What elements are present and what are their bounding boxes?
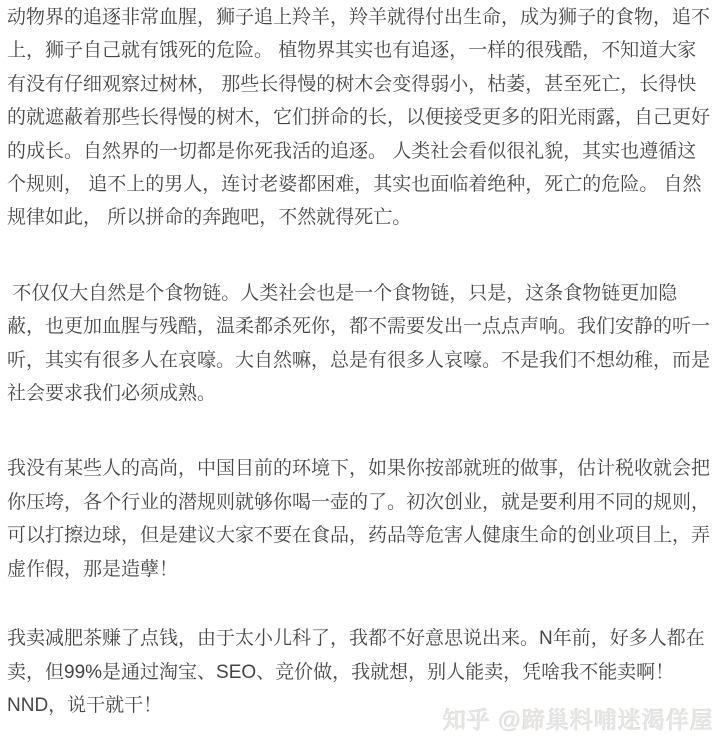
paragraph-food-chain: 不仅仅大自然是个食物链。人类社会也是一个食物链，只是，这条食物链更加隐蔽，也更加血腥与残酷，温柔都杀死你，都不需要发出一点点声响。我们安静的听一听，其实有很多人在哀嚎。大自然嘛，总是有很多人哀嚎。不是我们不想幼稚，而是社会要求我们必须成熟。: [7, 282, 711, 405]
zhihu-watermark: 知乎 @蹄巢料哺迷渴佯屋: [443, 707, 714, 733]
paragraph-startup-rules: 我没有某些人的高尚，中国目前的环境下，如果你按部就班的做事，估计税收就会把你压垮，各个行业的潜规则就够你喝一壶的了。初次创业，就是要利用不同的规则，可以打擦边球，但是建议大家不要在食品，药品等危害人健康生命的创业项目上，弄虚作假，那是造孽！: [7, 458, 711, 580]
paragraph-animal-chase: 动物界的追逐非常血腥，狮子追上羚羊，羚羊就得付出生命，成为狮子的食物，追不上，狮子自己就有饿死的危险。 植物界其实也有追逐，一样的很残酷，不知道大家有没有仔细观察过树林， 那些长得慢的树木会变得弱小，枯萎，甚至死亡，长得快的就遮蔽着那些长得慢的树木，它们拼命的长，以便接受更多的阳光雨露，自己更好的成长。自然界的一切都是你死我活的追逐。 人类社会看似很礼貌，其实也遵循这个规则， 追不上的男人，连讨老婆都困难，其实也面临着绝种，死亡的危险。 自然规律如此， 所以拼命的奔跑吧，不然就得死亡。: [7, 7, 711, 229]
paragraph-diet-tea: 我卖减肥茶赚了点钱，由于太小儿科了，我都不好意思说出来。N年前，好多人都在卖，但99%是通过淘宝、SEO、竞价做，我就想，别人能卖，凭啥我不能卖啊！NND，说干就干！: [7, 628, 705, 716]
